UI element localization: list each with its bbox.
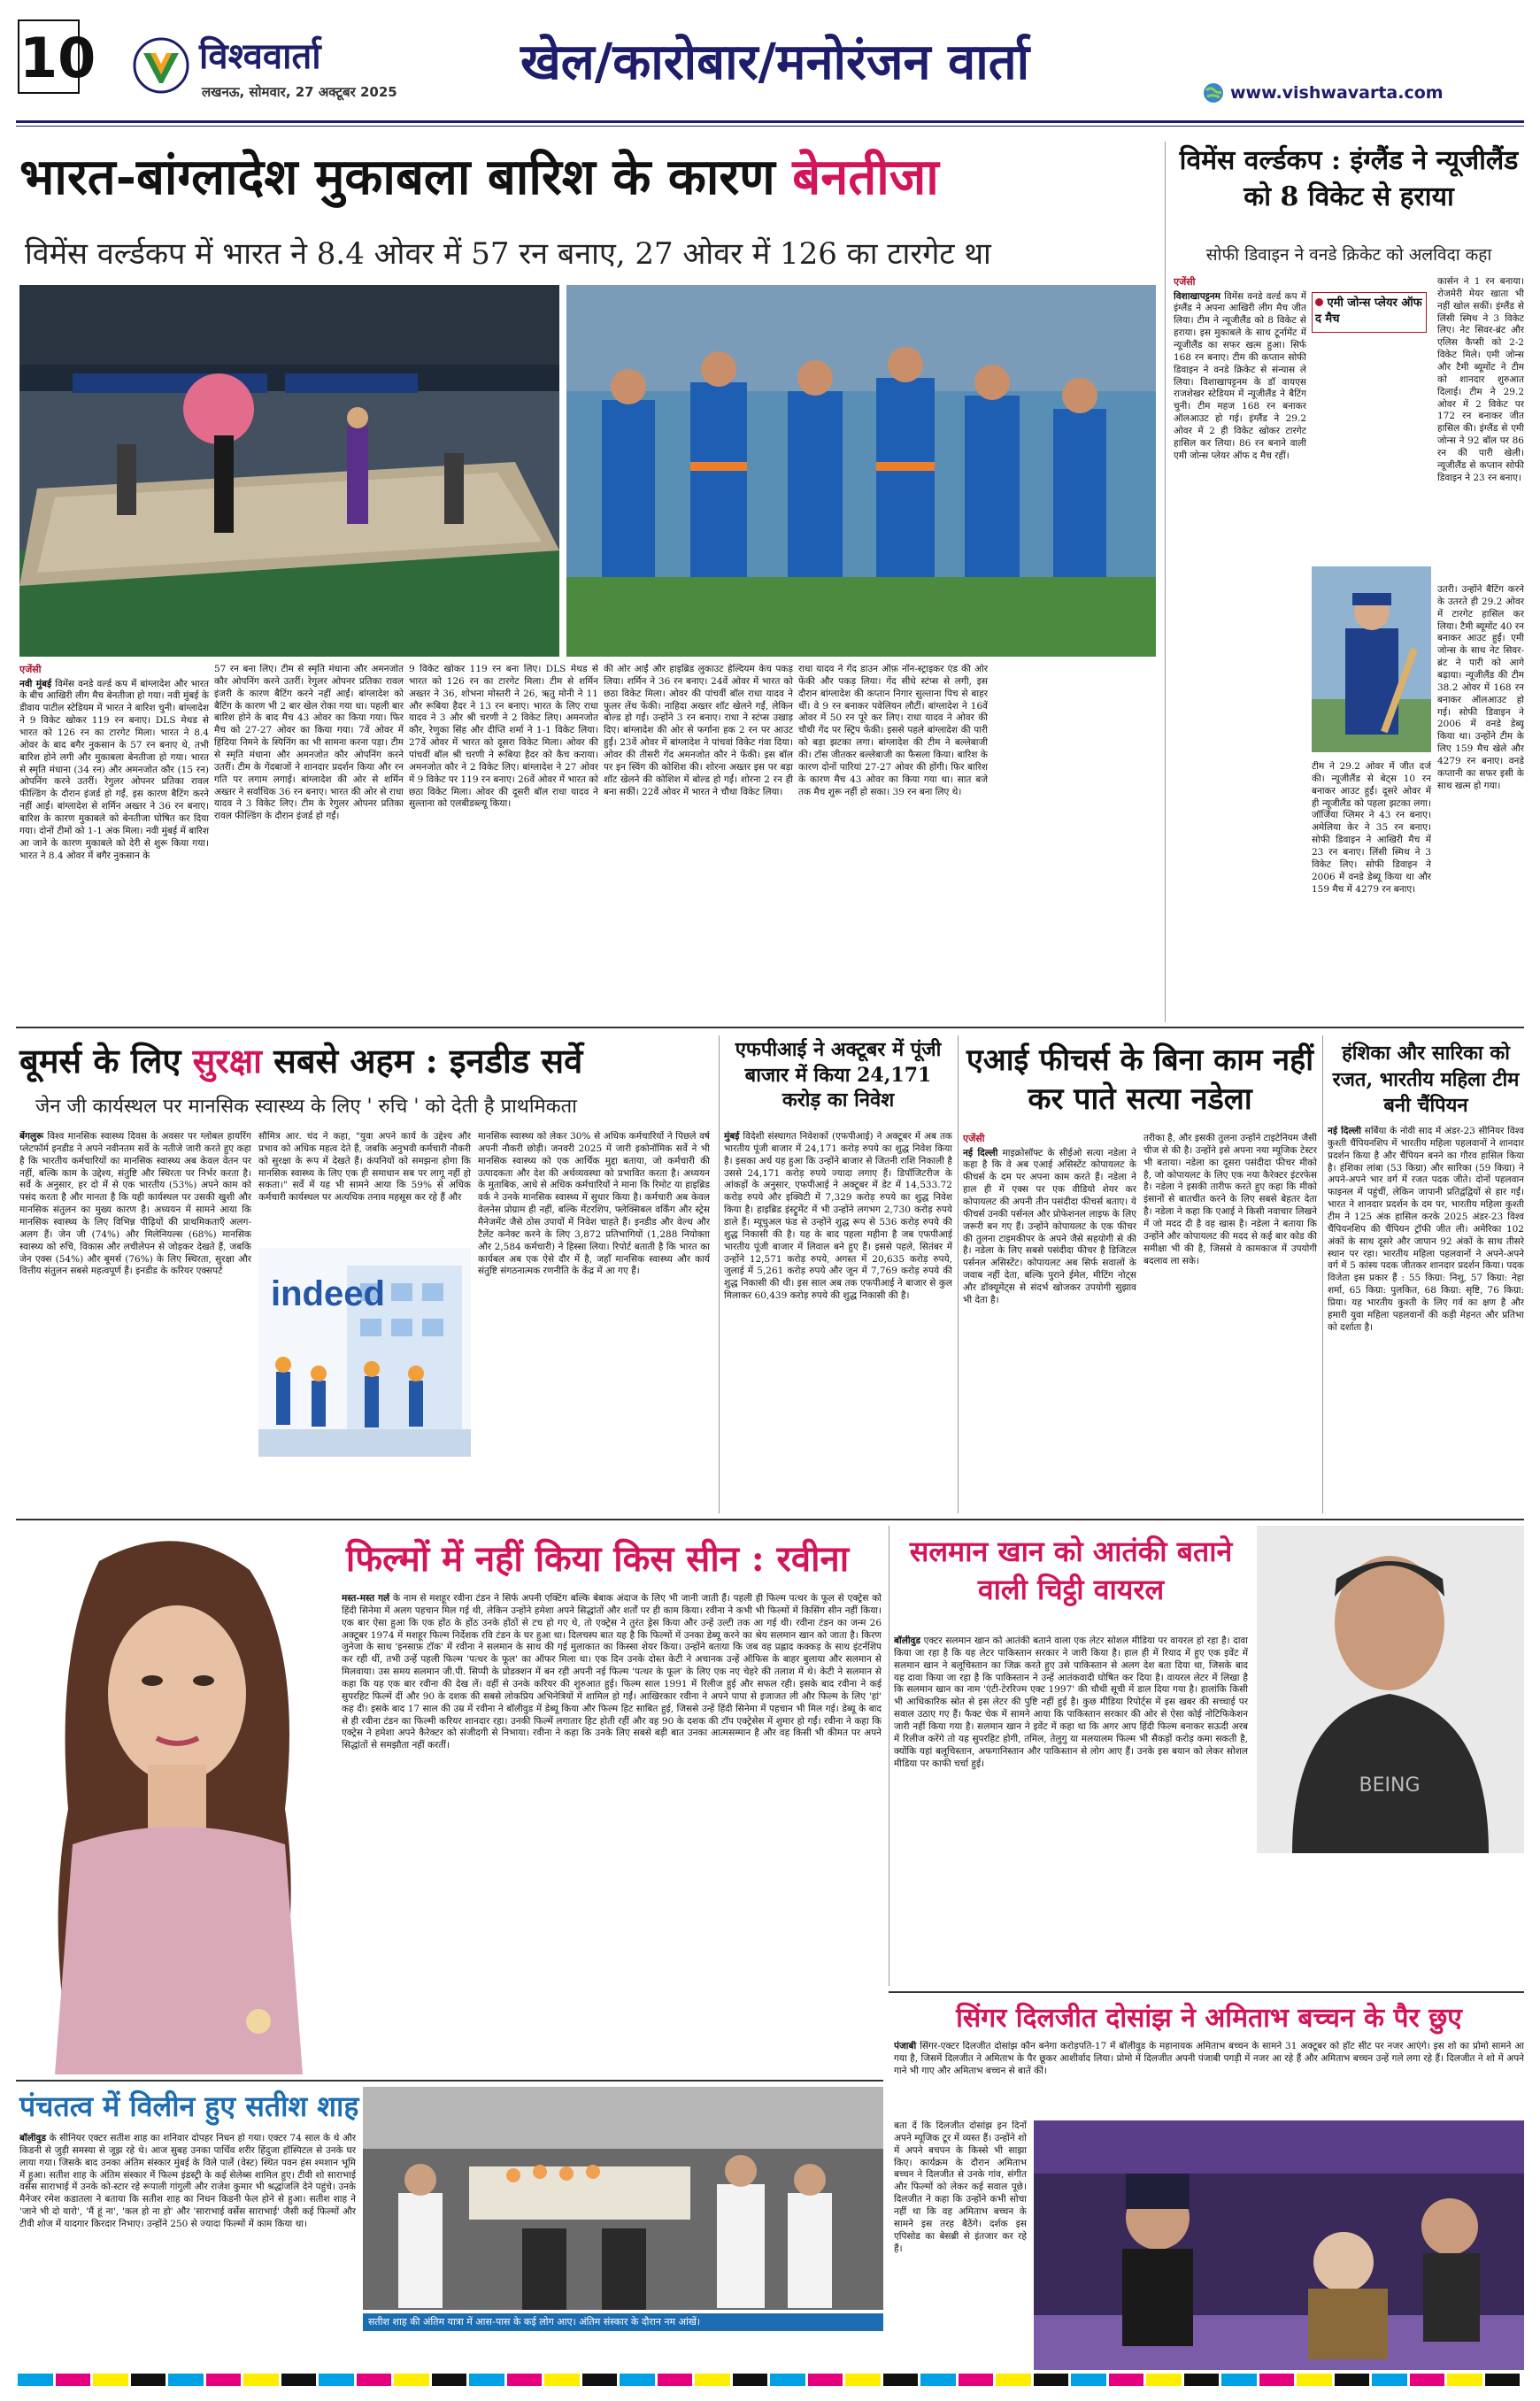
photo-diljit-amitabh [1034, 2120, 1524, 2370]
registration-swatch [845, 2374, 881, 2386]
salman-headline: सलमान खान को आतंकी बताने वाली चिट्ठी वायरल [909, 1535, 1233, 1607]
badge-label: एमी जोन्स प्लेयर ऑफ द मैच [1315, 296, 1422, 326]
england-body-col1 [1174, 276, 1306, 1020]
fpi-place: मुंबई [724, 1131, 740, 1142]
registration-swatch [733, 2374, 768, 2386]
wrestling-headline: हंशिका और सारिका को रजत, भारतीय महिला टीम बनी चैंपियन [1332, 1042, 1520, 1118]
registration-swatch [394, 2374, 429, 2386]
page-number: 10 [18, 19, 80, 94]
registration-swatch [18, 2374, 53, 2386]
header-rule-thin [16, 126, 1524, 127]
boomers-headline-p1: बूमर्स के लिए [19, 1041, 181, 1081]
raveena-body-text: के नाम से मशहूर रवीना टंडन ने सिर्फ अपनी एक्टिंग बल्कि बेबाक अंदाज के लिए भी जानी जाती हैं। पहली ही फिल्म पत्थर के फूल से एक्ट्रेस को हिंदी सिनेमा में अलग पहचान मिल गई थी, लेकिन उन्होंने हमेशा अपने सिद्धांतों और शर्तों पर ही काम किया। रवीना ने कभी भी फिल्मों में किसिंग सीन नहीं किया। एक बार ऐसा हुआ कि एक होंठ के होंठ उनके होंठों से टच हो गए थे, तो एक्ट्रेस ने तुरंत ड्रेस किया और उन्हें उल्टी तक आ गई थी। रवीना टंडन का जन्म 26 अक्टूबर 1974 में मशहूर फिल्म निर्देशक रवि टंडन के घर हुआ था। दिलचस्प बात यह है कि फिल्मों में उनका डेब्यू करने का श्रेय सलमान खान को जाता है। किरण जुनेजा के साथ 'इनसाफ़ टॉक' में रवीना ने सलमान के साथ की गई मुलाकात का किस्सा शेयर किया। उन्होंने बताया कि जब वह प्रह्लाद कक्कड़ के साथ इंटर्नशिप कर रही थीं, तभी उन्हें पहली फिल्म 'पत्थर के फूल' का ऑफर मिला था। एक दिन उनके दोस्त केटी ने अचानक उन्हें ऑफिस के बाहर बुलाया और सलमान से मिलवाया। उस समय सलमान जी.पी. सिप्पी के प्रोडक्शन में बन रही अपनी नई फिल्म 'पत्थर के फूल' के लिए एक नए चेहरे की तलाश में थे। केटी ने सलमान से कहा कि यह एक बार रवीना की देख लें। वहीं से उनके करियर की शुरुआत हुई। फिल्म साल 1991 में रिलीज हुई और सफल रही। इसके बाद रवीना ने कई सुपरहिट फिल्में दीं और 90 के दशक की सबसे लोकप्रिय अभिनेत्रियों में शामिल हो गईं। आखिरकार रवीना ने अपने पापा से इजाजत ली और फिल्म के लिए 'हां' कह दी। इसके बाद 17 साल की उम्र में रवीना ने बॉलीवुड में डेब्यू किया और फिल्म हिट साबित हुई, जिससे उन्हें हिंदी सिनेमा में पहचान भी मिल गई। डेब्यू के बाद से ही रवीना टंडन का फिल्मी करियर शानदार रहा। उनकी फिल्में लगातार हिट होती रहीं और वह 90 के दशक की टॉप एक्ट्रेसेस में शुमार हो गईं। रवीना ने कहा कि एक्ट्रेस ने हमेशा अपने कैरेक्टर को संजीदगी से निभाया। रवीना ने कहा कि उनके लिए सबसे बड़ी बात उनका आत्मसम्मान है और वह किसी भी कीमत पर अपने सिद्धांतों से समझौता नहीं करतीं। [342, 1593, 882, 1751]
satish-body-text: के सीनियर एक्टर सतीश शाह का शनिवार दोपहर निधन हो गया। एक्टर 74 साल के थे और किडनी से जुड़ी समस्या से जूझ रहे थे। आज सुबह उनका पार्थिव शरीर हिंदुजा हॉस्पिटल से उनके घर लाया गया। जिसके बाद उनका अंतिम संस्कार मुंबई के विले पार्ले (वेस्ट) स्थित पवन हंस श्मशान भूमि में हुआ। सतीश शाह के अंतिम संस्कार में फिल्म इंडस्ट्री के कई सेलेब्स शामिल हुए। टीवी शो साराभाई वर्सेस साराभाई में उनके को-स्टार रहे रूपाली गांगुली और राजेश कुमार भी श्रद्धांजलि देने पहुंचे। उनके मैनेजर रमेश कडातला ने बताया कि सतीश शाह का निधन किडनी फेल होने से हुआ। सतीश शाह ने 'जाने भी दो यारो', 'मैं हूं ना', 'कल हो ना हो' और 'साराभाई वर्सेस साराभाई' जैसी कई फिल्मों और टीवी शोज में यादगार किरदार निभाए। उन्होंने 250 से ज्यादा फिल्मों में काम किया था। [19, 2133, 356, 2230]
lead-headline-text: भारत-बांग्लादेश मुकाबला बारिश के कारण [19, 148, 775, 206]
registration-swatch [544, 2374, 580, 2386]
diljit-body-top [894, 2041, 1524, 2115]
rain-place: नवी मुंबई [19, 678, 52, 689]
nadella-byline: एजेंसी [963, 1133, 985, 1144]
registration-swatch [1146, 2374, 1182, 2386]
rain-body-text1: विमेंस वनडे वर्ल्ड कप में बांग्लादेश और भारत के बीच आखिरी लीग मैच बेनतीजा हो गया। नवी मुंबई के डीवाय पाटील स्टेडियम में भारत ने बारिश चुनी। बांग्लादेश ने 9 विकेट खोकर 119 रन बनाए। DLS मेथड से भारत को 126 रन का टारगेट मिला। भारत ने 8.4 ओवर के बाद बगैर नुकसान के 57 रन बनाए थे, तभी बारिश होने लगी और मुकाबला बेनतीजा हो गया। भारत से स्मृति मंधाना (34 रन) और अमनजोत कौर (15 रन) ओपनिंग करने उतरीं। रेगुलर ओपनर प्रतिका रावल फील्डिंग के दौरान इंजर्ड हो गईं, इस कारण बैटिंग करने नहीं आईं। बांग्लादेश से शर्मिन अख्तर ने 36 रन बनाए। बारिश के कारण मुकाबले को बेनतीजा घोषित कर दिया गया। दोनों टीमों को 1-1 अंक मिला। नवी मुंबई में बारिश आ जाने के कारण मुकाबले को देरी से शुरू किया गया। भारत ने 8.4 ओवर में बगैर नुकसान के [19, 678, 209, 861]
registration-swatch [168, 2374, 204, 2386]
wrestling-body [1328, 1126, 1524, 1512]
rain-body-col2: 57 रन बना लिए। टीम से स्मृति मंधाना और अमनजोत कौर ओपनिंग करने उतरीं। रेगुलर ओपनर प्रतिका रावल इंजरी के कारण बैटिंग करने नहीं आईं। बांग्लादेश को बैटिंग के कारण भी 2 बार खेल रोका गया था। पहली बार बारिश होने के बाद मैच 43 ओवर का किया गया। फिर मैच को 27-27 ओवर का किया गया। 7वें ओवर में हिंदिया निमने के स्पिनिंग का भी सामना करना पड़ा। टीम से स्मृति मंधाना और अमनजोत कौर ओपनिंग करने उतरीं। टीम के गेंदबाजों ने शानदार प्रदर्शन किया और रन गति पर लगाम लगाई। बांग्लादेश की ओर से शर्मिन अख्तर ने सर्वाधिक 36 रन बनाए। भारत की ओर से राधा यादव ने 3 विकेट लिए। टीम के रेगुलर ओपनर प्रतिका रावल फील्डिंग के दौरान इंजर्ड हो गईं। [214, 664, 404, 822]
registration-swatch [1297, 2374, 1332, 2386]
registration-swatch [1034, 2374, 1069, 2386]
nadella-place: नई दिल्ली [963, 1147, 998, 1158]
fpi-headline: एफपीआई ने अक्टूबर में पूंजी बाजार में किया 24,171 करोड़ का निवेश [735, 1038, 942, 1112]
england-body-col4: टीम ने 29.2 ओवर में जीत दर्ज की। न्यूजीलैंड से बेट्स 10 रन बनाकर आउट हुईं। दूसरे ओवर में ही न्यूजीलैंड को पहला झटका लगा। जॉर्जिया प्लिमर ने 43 रन बनाए। अमेलिया केर ने 35 रन बनाए। सोफी डिवाइन ने आखिरी मैच में 23 रन बनाए। लिंसी स्मिथ ने 3 विकेट लिए। सोफी डिवाइन ने 2006 में वनडे डेब्यू किया था और 159 मैच में 4279 रन बनाए। [1312, 761, 1431, 895]
boomers-headline-highlight: सुरक्षा [192, 1041, 262, 1081]
registration-swatch [131, 2374, 166, 2386]
registration-swatch [658, 2374, 693, 2386]
nadella-body-col1 [963, 1133, 1136, 1512]
registration-swatch [1485, 2374, 1521, 2386]
rain-body-col3: 9 विकेट खोकर 119 रन बना लिए। DLS मेथड से भारत को 126 रन का टारगेट मिला। टीम से शर्मिन अख्तर ने 36, शोभना मोस्तरी ने 26, ऋतु मोनी ने 11 और रूबिया हैदर ने 13 रन बनाए। भारत के लिए राधा यादव ने 3 और श्री चरणी ने 2 विकेट लिए। अमनजोत कौर, रेणुका सिंह और दीप्ति शर्मा ने 1-1 विकेट लिया। 27वें ओवर में भारत को दूसरा विकेट मिला। ओवर की पांचवीं बॉल श्री चरणी ने रूबिया हैदर को कैच कराया। अमनजोत कौर ने 2 विकेट लिए। बांग्लादेश ने 27 ओवर में 9 विकेट पर 119 रन बनाए। 26वें ओवर में भारत को छठा विकेट मिला। ओवर की दूसरी बॉल राधा यादव ने सुल्ताना को एलबीडब्ल्यू किया। [409, 664, 598, 810]
salman-body [894, 1635, 1248, 1981]
england-place: विशाखापट्टनम [1174, 290, 1220, 302]
registration-swatch [319, 2374, 354, 2386]
diljit-headline: सिंगर दिलजीत दोसांझ ने अमिताभ बच्चन के पैर छुए [956, 2003, 1462, 2034]
player-of-match-badge [1312, 292, 1427, 333]
svg-text:BEING: BEING [1359, 1774, 1421, 1797]
website-url[interactable]: www.vishwavarta.com [1230, 83, 1444, 103]
boomers-place: बेंगलुरू [19, 1131, 44, 1142]
satish-place: बॉलीवुड [19, 2133, 47, 2143]
registration-swatch [281, 2374, 317, 2386]
column-divider [1165, 142, 1166, 1022]
rain-byline: एजेंसी [19, 664, 42, 675]
photo-satish-funeral [363, 2087, 883, 2310]
dateline: लखनऊ, सोमवार, 27 अक्टूबर 2025 [202, 84, 397, 100]
salman-place: बॉलीवुड [894, 1635, 921, 1646]
registration-swatch [432, 2374, 467, 2386]
column-divider [719, 1035, 720, 1513]
indeed-logo-text: indeed [271, 1274, 385, 1313]
registration-swatch [243, 2374, 279, 2386]
registration-swatch [695, 2374, 730, 2386]
registration-swatch [1447, 2374, 1482, 2386]
registration-swatch [1335, 2374, 1370, 2386]
boomers-headline-p2: सबसे अहम : इनडीड सर्वे [273, 1041, 583, 1081]
boomers-subheadline: जेन जी कार्यस्थल पर मानसिक स्वास्थ्य के लिए ' रुचि ' को देती है प्राथमिकता [35, 1096, 577, 1118]
raveena-place: मस्त-मस्त गर्ल [342, 1593, 390, 1604]
boomers-body-col1 [19, 1131, 251, 1512]
registration-swatch [1184, 2374, 1220, 2386]
registration-swatch [620, 2374, 655, 2386]
registration-swatch [507, 2374, 543, 2386]
registration-swatch [1410, 2374, 1445, 2386]
nadella-headline: एआई फीचर्स के बिना काम नहीं कर पाते सत्या नडेला [966, 1043, 1313, 1118]
registration-swatch [469, 2374, 504, 2386]
section-rule [16, 1519, 1524, 1520]
boomers-headline [19, 1037, 719, 1083]
paper-name: विश्ववार्ता [199, 35, 321, 77]
column-divider [1322, 1035, 1323, 1513]
photo-india-team-celebration [566, 285, 1156, 657]
diljit-place: पंजाबी [894, 2041, 917, 2051]
england-body-col2: कार्सन ने 1 रन बनाया। रोजमेरी मेयर खाता भी नहीं खोल सकीं। इंग्लैंड से लिंसी स्मिथ ने 3 विकेट लिए। नेट सिवर-ब्रंट और एलिस कैप्सी को 2-2 विकेट मिले। एमी जोन्स और टैमी ब्यूमोंट ने टीम को शानदार शुरुआत दिलाई। टीम ने 29.2 ओवर में 2 विकेट पर 172 रन बनाकर जीत हासिल की। इंग्लैंड से एमी जोन्स ने 92 बॉल पर 86 रन की पारी खेली। न्यूजीलैंड से कप्तान सोफी डिवाइन ने 23 रन बनाए। [1437, 276, 1524, 483]
lead-subheadline: विमेंस वर्ल्डकप में भारत ने 8.4 ओवर में 57 रन बनाए, 27 ओवर में 126 का टारगेट था [25, 236, 991, 272]
boomers-body-text1: विश्व मानसिक स्वास्थ्य दिवस के अवसर पर ग्लोबल हायरिंग प्लेटफॉर्म इनडीड ने अपने नवीनतम सर्वे के नतीजे जारी करते हुए कहा है कि भारतीय कर्मचारियों का मानसिक स्वास्थ्य अब केवल वेतन पर नहीं, बल्कि काम के उद्देश्य, संतुष्टि और स्थिरता पर निर्भर करता है। सर्वे के अनुसार, हर दो में से एक भारतीय (53%) अपने काम को पसंद करता है और मानता है कि यही कार्यस्थल पर उसकी खुशी और मानसिक संतुलन का मुख्य कारण है। अध्ययन में सामने आया कि मानसिक स्वास्थ्य के लिए विभिन्न पीढ़ियों की प्राथमिकताएँ अलग-अलग हैं। जेन जी (74%) और मिलेनियल्स (68%) मानसिक स्वास्थ्य को रुचि, विकास और लचीलेपन से जोड़कर देखते हैं, जबकि जेन एक्स (54%) और बूमर्स (76%) के लिए स्थिरता, सुरक्षा और वित्तीय संतुलन सबसे महत्वपूर्ण हैं। इनडीड के करियर एक्सपर्ट [19, 1131, 251, 1277]
registration-swatch [1221, 2374, 1257, 2386]
boomers-body-col2: सौमित्र आर. चंद ने कहा, "युवा अपने कार्य के उद्देश्य और प्रभाव को अधिक महत्व देते हैं, जबकि अनुभवी कर्मचारी नौकरी को सुरक्षा के रूप में देखते हैं। कंपनियों को समझना होगा कि मानसिक स्वास्थ्य के लिए एक ही समाधान सब पर लागू नहीं हो सकता।" सर्वे में यह भी सामने आया कि 59% से अधिक कर्मचारी कार्यस्थल पर अत्यधिक तनाव महसूस कर रहे हैं और [258, 1131, 471, 1204]
registration-swatch [920, 2374, 956, 2386]
england-subheadline: सोफी डिवाइन ने वनडे क्रिकेट को अलविदा कहा [1205, 245, 1492, 265]
satish-quote-strip: सतीश शाह की अंतिम यात्रा में आस-पास के कई लोग आए। अंतिम संस्कार के दौरान नम आंखें। [363, 2313, 883, 2331]
registration-swatch [959, 2374, 994, 2386]
registration-swatch [1372, 2374, 1407, 2386]
rain-body-col1 [19, 664, 209, 1013]
section-rule [889, 1991, 1524, 1993]
registration-swatch [206, 2374, 242, 2386]
england-byline: एजेंसी [1174, 276, 1196, 288]
indeed-illustration [258, 1248, 471, 1457]
registration-swatch [582, 2374, 618, 2386]
satish-body [19, 2133, 356, 2372]
vishwavarta-logo [133, 37, 189, 94]
england-body-col3: उतरी। उन्होंने बैटिंग करने के उतरते ही 29.2 ओवर में टारगेट हासिल कर लिया। टैमी ब्यूमोंट 40 रन बनाकर आउट हुईं। एमी जोन्स के साथ नेट सिवर-ब्रंट ने पारी को आगे बढ़ाया। न्यूजीलैंड की टीम 38.2 ओवर में 168 रन बनाकर ऑलआउट हो गई। सोफी डिवाइन ने 2006 में वनडे डेब्यू किया था। उन्होंने टीम के लिए 159 मैच खेले और 4279 रन बनाए। वनडे कप्तानी का सफर इसी के साथ खत्म हो गया। [1437, 584, 1524, 791]
registration-swatch [808, 2374, 843, 2386]
registration-swatch [56, 2374, 91, 2386]
fpi-body-text: विदेशी संस्थागत निवेशकों (एफपीआई) ने अक्टूबर में अब तक भारतीय पूंजी बाजार में 24,171 करोड़ रुपये का शुद्ध निवेश किया है। इसका अर्थ यह हुआ कि उन्होंने बाजार से जितनी राशि निकाली है उससे 24,171 करोड़ रुपये ज्यादा लगाए हैं। डिपॉजिटरीज के आंकड़ों के अनुसार, एफपीआई ने अक्टूबर में डेट में 14,533.72 करोड़ रुपये और इक्विटी में 7,329 करोड़ रुपये का शुद्ध निवेश किया है। हाइब्रिड इंस्ट्रूमेंट में भी उन्होंने लगभग 2,730 करोड़ रुपये डाले हैं। म्यूचुअल फंड से उन्होंने शुद्ध रूप से 536 करोड़ रुपये की शुद्ध निकासी की है। यह के बाद पहला महीना है जब एफपीआई भारतीय पूंजी बाजार में लिवाल बने हुए हैं। इससे पहले, सितंबर में उन्होंने 12,571 करोड़ रुपये, अगस्त में 20,635 करोड़ रुपये, जुलाई में 5,261 करोड़ रुपये और जून में 7,769 करोड़ रुपये की शुद्ध निकासी की थी। इस साल अब तक एफपीआई ने बाजार से कुल मिलाकर 60,439 करोड़ रुपये की शुद्ध निकासी की है। [724, 1131, 952, 1302]
globe-icon [1202, 81, 1225, 104]
diljit-body-top-text: सिंगर-एक्टर दिलजीत दोसांझ कौन बनेगा करोड़पति-17 में बॉलीवुड के महानायक अमिताभ बच्चन के सामने 31 अक्टूबर को हॉट सीट पर नजर आएंगे। इस शो का प्रोमो सामने आ गया है, जिसमें दिलजीत ने अमिताभ के पैर छूकर आशीर्वाद लिया। प्रोमो में दिलजीत अपनी पंजाबी पगड़ी में नजर आ रहे हैं और अमिताभ बच्चन उन्हें गले लगा रहे हैं। दिलजीत ने शो में अपने गाने भी गाए और अमिताभ बच्चन से बातें कीं। [894, 2041, 1524, 2076]
column-divider [958, 1035, 959, 1513]
section-rule [16, 1027, 1524, 1028]
raveena-headline: फिल्मों में नहीं किया किस सीन : रवीना [345, 1538, 850, 1580]
satish-headline: पंचतत्व में विलीन हुए सतीश शाह [19, 2089, 359, 2123]
registration-swatch [770, 2374, 805, 2386]
registration-swatch [1071, 2374, 1106, 2386]
lead-headline-highlight: बेनतीजा [792, 148, 939, 206]
rain-body-col5: राधा यादव ने गेंद डाउन ऑफ़ नॉन-स्ट्राइकर एंड की ओर फेंकी और पकड़ लिया। गेंद सीधे स्टंप्स से लगी, इस दौरान बांग्लादेश की कप्तान निगार सुल्ताना पिच से बाहर थीं। वे 9 रन बनाकर पवेलियन लौटीं। बांग्लादेश ने 16वें ओवर में 50 रन पूरे कर लिए। राधा यादव ने ओवर की चौथी गेंद पर स्ट्रिप फेंकी। इससे पहले बांग्लादेश की पारी को बड़ा झटका लगा। बांग्लादेश की टीम ने बल्लेबाजी की। टॉस जीतकर बल्लेबाजी का फैसला किया। बारिश के कारण दोनों पारियां 27-27 ओवर की होंगी। फिर बारिश के कारण मैच 43 ओवर का किया गया था। सात बजे तक मैच शुरू नहीं हो सका। 39 रन बना लिए थे। [798, 664, 988, 797]
registration-swatch [883, 2374, 919, 2386]
lead-headline [19, 142, 1197, 209]
photo-amy-jones [1312, 566, 1431, 752]
nadella-body-text1: माइक्रोसॉफ्ट के सीईओ सत्या नडेला ने कहा है कि वे अब एआई असिस्टेंट कोपायलट के फीचर्स के दम पर अपना काम करते हैं। नडेला ने हाल ही में एक्स पर एक वीडियो शेयर कर कोपायलट की अपनी तीन पसंदीदा फीचर्स बताए। ये फीचर्स उनकी पर्सनल और प्रोफेशनल लाइफ के लिए जरूरी बन गए हैं। उन्होंने कोपायलट के एक फीचर की तुलना टाइमकीपर के अपने जैसे सहयोगी से की है। नडेला के लिए सबसे पसंदीदा फीचर है डिजिटल पर्सनल असिस्टेंट। कोपायलट अब सिर्फ सवालों के जवाब नहीं देता, बल्कि पुराने ईमेल, मीटिंग नोट्स और डॉक्यूमेंट्स से संदर्भ खोजकर उपयोगी सुझाव भी देता है। [963, 1147, 1136, 1305]
england-body-text1: विमेंस वनडे वर्ल्ड कप में इंग्लैंड ने अपना आखिरी लीग मैच जीत लिया। टीम ने न्यूजीलैंड को 8 विकेट से हराया। इस मुकाबले के साथ टूर्नामेंट में न्यूजीलैंड का सफर खत्म हुआ। सिर्फ 168 रन बनाए। टीम की कप्तान सोफी डिवाइन ने वनडे क्रिकेट से संन्यास ले लिया। विशाखापट्टनम के डॉ वायएस राजशेखर स्टेडियम में न्यूजीलैंड ने बैटिंग चुनी। टीम महज 168 रन बनाकर ऑलआउट हो गई। इंग्लैंड ने 29.2 ओवर में 2 ही विकेट खोकर टारगेट हासिल कर लिया। 86 रन बनाने वाली एमी जोन्स प्लेयर ऑफ द मैच रहीं। [1174, 290, 1306, 461]
registration-swatch [996, 2374, 1031, 2386]
diljit-body-col: बता दें कि दिलजीत दोसांझ इन दिनों अपने म्यूजिक टूर में व्यस्त हैं। उन्होंने शो में अपने बचपन के किस्से भी साझा किए। कार्यक्रम के दौरान अमिताभ बच्चन ने दिलजीत से उनके गांव, संगीत और फिल्मों को लेकर कई सवाल पूछे। दिलजीत ने कहा कि उन्होंने कभी सोचा नहीं था कि वह अमिताभ बच्चन के सामने इस तरह बैठेंगे। दर्शक इस एपिसोड का बेसब्री से इंतजार कर रहे हैं। [894, 2120, 1027, 2254]
photo-salman-khan [1257, 1526, 1524, 1853]
wrestling-body-text: सर्बिया के नोवी साद में अंडर-23 सीनियर विश्व कुश्ती चैंपियनशिप में भारतीय महिला पहलवानों ने शानदार प्रदर्शन किया है और चैंपियन बनने का गौरव हासिल किया है। हंशिका लांबा (53 किग्रा) और सारिका (59 किग्रा) ने अपने-अपने भार वर्ग में रजत पदक जीते। दोनों पहलवान फाइनल में पहुंचीं, लेकिन जापानी प्रतिद्वंद्वियों से हार गईं। भारत ने शानदार प्रदर्शन के दम पर, भारतीय महिला कुश्ती टीम ने 125 अंक हासिल करके 2025 अंडर-23 विश्व चैंपियनशिप की चैंपियन ट्रॉफी जीत ली। अमेरिका 102 अंकों के साथ दूसरे और जापान 92 अंकों के साथ तीसरे स्थान पर रहा। भारतीय महिला पहलवानों ने अपने-अपने वर्ग में 5 कांस्य पदक जीतकर शानदार प्रदर्शन किया। पदक विजेता इस प्रकार हैं : 55 किग्रा: निशु, 57 किग्रा: नेहा शर्मा, 65 किग्रा: पुलकित, 68 किग्रा: सृष्टि, 76 किग्रा: प्रिया। यह भारतीय कुश्ती के लिए गर्व का क्षण है और हमारी युवा महिला पहलवानों की कड़ी मेहनत और प्रतिभा को दर्शाता है। [1328, 1126, 1524, 1333]
registration-swatch [93, 2374, 128, 2386]
color-registration-bar [18, 2374, 1522, 2386]
rain-body-col4: की ओर आईं और हाइब्रिड लुकाउट हेल्दियम केच पकड़ लिया। शर्मिन ने 36 रन बनाए। 24वें ओवर में भारत को छठा विकेट मिला। ओवर की पांचवीं बॉल राधा यादव ने फुलर लेंथ फेंकी। नाहिदा अख्तर शॉट खेलने गईं, लेकिन बोल्ड हो गईं। उन्होंने 3 रन बनाए। राधा ने स्टंप्स उखाड़ दिए। बांग्लादेश की ओर से फर्गाना हक 2 रन पर आउट हुईं। 23वें ओवर में बांग्लादेश ने पांचवां विकेट गंवा दिया। ओवर की तीसरी गेंद अमनजोत कौर ने फेंकी। इस बॉल पर इन स्विंग की कोशिश की। शोरना अख्तर इस पर बड़ा शॉट खेलने की कोशिश में बोल्ड हो गईं। शोरना 2 रन ही बना सकीं। 22वें ओवर में भारत ने चौथा विकेट लिया। [604, 664, 793, 797]
salman-body-text: एक्टर सलमान खान को आतंकी बताने वाला एक लेटर सोशल मीडिया पर वायरल हो रहा है। दावा किया जा रहा है कि यह लेटर पाकिस्तान सरकार ने जारी किया है। हाल ही में रियाद में हुए एक इवेंट में सलमान खान ने बलूचिस्तान का जिक्र करते हुए उसे पाकिस्तान से अलग देश बता दिया था, जिसके बाद यह दावा किया जा रहा है कि पाकिस्तान ने उन्हें आतंकवादी घोषित कर दिया है। वायरल लेटर में लिखा है कि सलमान खान का नाम 'एंटी-टेररिज्म एक्ट 1997' की चौथी सूची में डाल दिया गया है। हालांकि किसी भी आधिकारिक स्रोत से इस लेटर की पुष्टि नहीं हुई है। कुछ मीडिया रिपोर्ट्स में इस खबर की सच्चाई पर सवाल उठाए गए हैं। फैक्ट चेक में सामने आया कि पाकिस्तान सरकार की ओर से ऐसा कोई नोटिफिकेशन जारी नहीं किया गया है। सलमान खान ने इवेंट में कहा था कि अगर आप हिंदी फिल्म बनाकर सऊदी अरब में रिलीज करेंगे तो यह सुपरहिट होगी, तमिल, तेलुगु या मलयालम फिल्म भी सैकड़ों करोड़ कमा सकती है, क्योंकि यहां बलूचिस्तान, अफगानिस्तान और पाकिस्तान से लोग आए हैं। उनके इस बयान को लेकर सोशल मीडिया पर काफी चर्चा हुई। [894, 1635, 1248, 1769]
england-headline: विमेंस वर्ल्डकप : इंग्लैंड ने न्यूजीलैंड को 8 विकेट से हराया [1179, 145, 1519, 212]
raveena-body [342, 1593, 882, 2071]
registration-swatch [1109, 2374, 1144, 2386]
registration-swatch [357, 2374, 392, 2386]
boomers-body-col3: मानसिक स्वास्थ्य को लेकर 30% से अधिक कर्मचारियों ने पिछले वर्ष अपनी नौकरी छोड़ी। जनवरी 2025 में जारी इकोनॉमिक सर्वे ने भी मानसिक स्वास्थ्य को एक आर्थिक मुद्दा बताया, जो कर्मचारी की उत्पादकता और देश की अर्थव्यवस्था को प्रभावित करता है। अध्ययन के मुताबिक, आधे से अधिक कर्मचारियों ने माना कि रिमोट या हाइब्रिड वर्क ने उनके मानसिक स्वास्थ्य में सुधार किया है। कर्मचारी अब केवल वेलनेस प्रोग्राम ही नहीं, बल्कि मेंटरशिप, फ्लेक्सिबल वर्किंग और स्ट्रेस मैनेजमेंट जैसे ठोस उपायों में निवेश चाहते हैं। इनडीड और वेल्थ और टैलेंट कनेक्ट करने के लिए 3,872 प्रतिभागियों (1,288 नियोक्ता और 2,584 कर्मचारी) ने हिस्सा लिया। रिपोर्ट बताती है कि भारत का कार्यबल अब एक ऐसे दौर में है, जहाँ मानसिक स्वास्थ्य और कार्य संतुष्टि संगठनात्मक रणनीति के केंद्र में आ गए हैं। [478, 1131, 710, 1277]
header-rule [16, 120, 1524, 123]
red-dot-icon [1315, 298, 1323, 306]
photo-rain-covers [19, 285, 559, 657]
registration-swatch [1259, 2374, 1295, 2386]
section-title: खेल/कारोबार/मनोरंजन वार्ता [520, 33, 1030, 91]
section-rule [16, 2080, 883, 2082]
photo-raveena-tandon [19, 1526, 334, 2074]
wrestling-place: नई दिल्ली [1328, 1126, 1361, 1136]
fpi-body [724, 1131, 952, 1512]
nadella-body-col2: तरीका है, और इसकी तुलना उन्होंने टाइटेनियम जैसी चीज से की है। उन्होंने इसे अपना नया म्यूजिक टेस्टर भी बताया। नडेला का दूसरा पसंदीदा फीचर मीको है, जो कोपायलट के लिए एक नया कैरेक्टर इंटरफेस है। नडेला ने इसकी तारीफ करते हुए कहा कि मीको इंसानों से बातचीत करने के लिए सबसे बेहतर देता है। नडेला ने कहा कि एआई ने किसी नवाचार लिखने में जो मदद दी है वह खास है। नडेला ने बताया कि उन्होंने और कोपायलट की मदद से कई बार कोड की समीक्षा भी की है, जिससे वे कामकाज में उपयोगी बदलाव ला सके। [1143, 1133, 1317, 1266]
